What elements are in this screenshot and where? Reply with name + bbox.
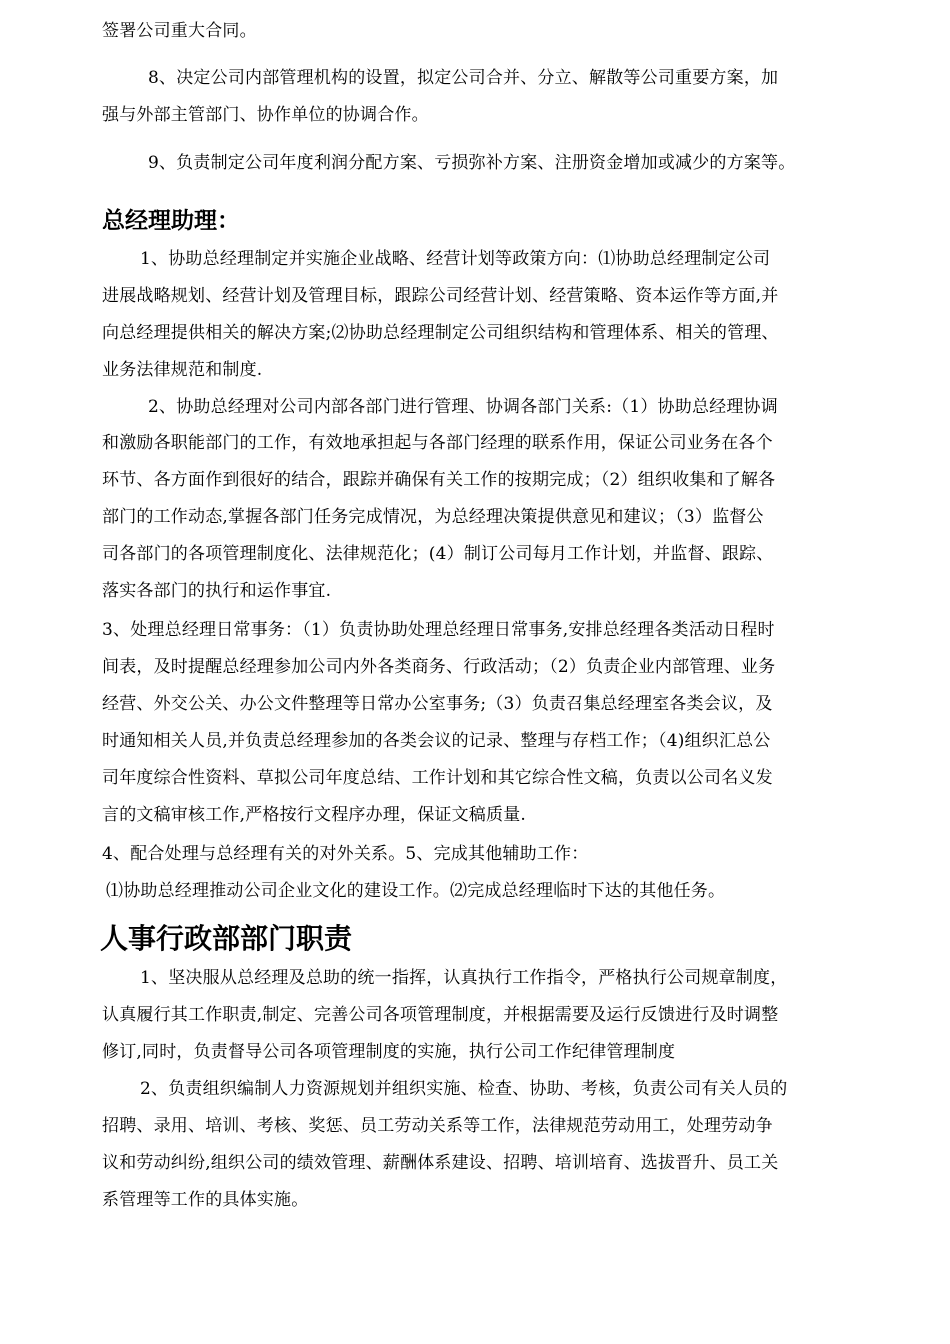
text-line: 2、协助总经理对公司内部各部门进行管理、协调各部门关系:（1）协助总经理协调: [148, 397, 778, 417]
text-line: 间表，及时提醒总经理参加公司内外各类商务、行政活动；（2）负责企业内部管理、业务: [102, 657, 776, 677]
text-line: 修订,同时，负责督导公司各项管理制度的实施，执行公司工作纪律管理制度: [102, 1042, 676, 1062]
text-line: 经营、外交公关、办公文件整理等日常办公室事务;（3）负责召集总经理室各类会议，及: [102, 694, 773, 714]
text-line: 4、配合处理与总经理有关的对外关系。5、完成其他辅助工作：: [102, 844, 589, 864]
text-line: 9、负责制定公司年度利润分配方案、亏损弥补方案、注册资金增加或减少的方案等。: [148, 153, 796, 173]
text-line: 言的文稿审核工作,严格按行文程序办理，保证文稿质量.: [102, 805, 527, 825]
text-line: ⑴协助总经理推动公司企业文化的建设工作。⑵完成总经理临时下达的其他任务。: [106, 881, 726, 901]
text-line: 时通知相关人员,并负责总经理参加的各类会议的记录、整理与存档工作；（4)组织汇总公: [102, 731, 771, 751]
text-line: 向总经理提供相关的解决方案;⑵协助总经理制定公司组织结构和管理体系、相关的管理、: [102, 323, 779, 343]
text-line: 8、决定公司内部管理机构的设置，拟定公司合并、分立、解散等公司重要方案，加: [148, 68, 779, 88]
text-line: 司各部门的各项管理制度化、法律规范化；(4）制订公司每月工作计划，并监督、跟踪、: [102, 544, 774, 564]
text-line: 签署公司重大合同。: [102, 21, 257, 41]
text-line: 认真履行其工作职责,制定、完善公司各项管理制度，并根据需要及运行反馈进行及时调整: [102, 1005, 779, 1025]
text-line: 进展战略规划、经营计划及管理目标，跟踪公司经营计划、经营策略、资本运作等方面,并: [102, 286, 779, 306]
text-line: 议和劳动纠纷,组织公司的绩效管理、薪酬体系建设、招聘、培训培育、选拔晋升、员工关: [102, 1153, 779, 1173]
text-line: 落实各部门的执行和运作事宜.: [102, 581, 332, 601]
text-line: 1、协助总经理制定并实施企业战略、经营计划等政策方向：⑴协助总经理制定公司: [140, 249, 771, 269]
text-line: 2、负责组织编制人力资源规划并组织实施、检查、协助、考核，负责公司有关人员的: [140, 1079, 788, 1099]
text-line: 部门的工作动态,掌握各部门任务完成情况，为总经理决策提供意见和建议；（3）监督公: [102, 507, 764, 527]
text-line: 司年度综合性资料、草拟公司年度总结、工作计划和其它综合性文稿，负责以公司名义发: [102, 768, 773, 788]
text-line: 业务法律规范和制度.: [102, 360, 263, 380]
text-line: 招聘、录用、培训、考核、奖惩、员工劳动关系等工作，法律规范劳动用工，处理劳动争: [102, 1116, 773, 1136]
text-line: 系管理等工作的具体实施。: [102, 1190, 309, 1210]
text-line: 3、处理总经理日常事务：（1）负责协助处理总经理日常事务,安排总经理各类活动日程时: [102, 620, 775, 640]
section-heading-hr: 人事行政部部门职责: [100, 922, 353, 955]
text-line: 和激励各职能部门的工作，有效地承担起与各部门经理的联系作用，保证公司业务在各个: [102, 433, 773, 453]
text-line: 环节、各方面作到很好的结合，跟踪并确保有关工作的按期完成；（2）组织收集和了解各: [102, 470, 776, 490]
section-heading-assistant: 总经理助理：: [102, 208, 240, 234]
text-line: 强与外部主管部门、协作单位的协调合作。: [102, 105, 429, 125]
text-line: 1、坚决服从总经理及总助的统一指挥，认真执行工作指令，严格执行公司规章制度，: [140, 968, 788, 988]
